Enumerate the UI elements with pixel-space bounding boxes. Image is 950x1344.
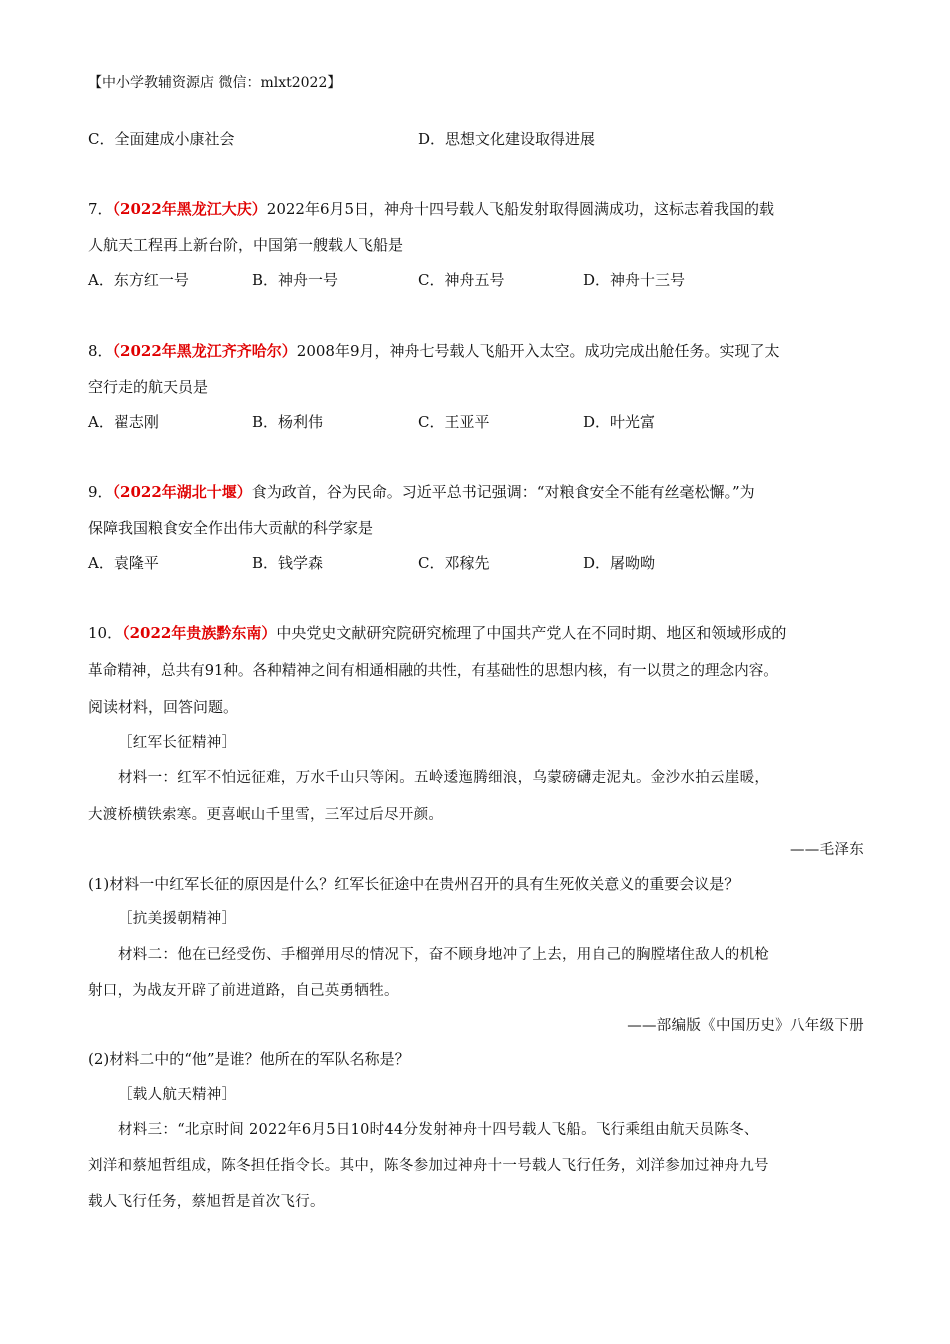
q8-option-a: A．翟志刚 bbox=[88, 413, 159, 431]
q9-stem-line2: 保障我国粮食安全作出伟大贡献的科学家是 bbox=[88, 519, 374, 537]
material2-title: ［抗美援朝精神］ bbox=[118, 911, 237, 927]
q7-text1: 2022年6月5日，神舟十四号载人飞船发射取得圆满成功，这标志着我国的载 bbox=[266, 200, 775, 218]
q7-stem-line2: 人航天工程再上新台阶，中国第一艘载人飞船是 bbox=[88, 236, 404, 254]
q6-option-c: C．全面建成小康社会 bbox=[88, 130, 235, 148]
q8-option-c: C．王亚平 bbox=[418, 413, 490, 431]
material3-line1: 材料三：“北京时间 2022年6月5日10时44分发射神舟十四号载人飞船。飞行乘组由航天员陈冬、 bbox=[118, 1122, 759, 1138]
q7-option-b: B．神舟一号 bbox=[252, 271, 339, 289]
q9-option-c: C．邓稼先 bbox=[418, 554, 490, 572]
q9-stem-line1 bbox=[88, 481, 755, 502]
q10-number: 10． bbox=[88, 624, 123, 642]
q10-stem-line2: 革命精神，总共有91种。各种精神之间有相通相融的共性，有基础性的思想内核，有一以贯之的理念内容。 bbox=[88, 662, 778, 679]
q9-source: （2022年湖北十堰） bbox=[112, 483, 252, 501]
material2-source: ——部编版《中国历史》八年级下册 bbox=[627, 1018, 864, 1034]
q7-number: 7． bbox=[88, 200, 113, 218]
q10-stem-line3: 阅读材料，回答问题。 bbox=[88, 698, 239, 716]
q10-stem-line1 bbox=[88, 622, 786, 643]
q8-option-d: D．叶光富 bbox=[583, 413, 656, 431]
q7-option-d: D．神舟十三号 bbox=[583, 271, 686, 289]
q8-stem-line2: 空行走的航天员是 bbox=[88, 378, 209, 396]
q8-option-b: B．杨利伟 bbox=[252, 413, 324, 431]
q7-stem-line1 bbox=[88, 198, 774, 219]
material3-title: ［载人航天精神］ bbox=[118, 1087, 237, 1103]
q8-number: 8． bbox=[88, 342, 113, 360]
sub-question-2: (2)材料二中的“他”是谁？他所在的军队名称是？ bbox=[88, 1050, 410, 1068]
material3-line2: 刘洋和蔡旭哲组成，陈冬担任指令长。其中，陈冬参加过神舟十一号载人飞行任务，刘洋参加过神舟九号 bbox=[88, 1158, 769, 1174]
material1-line2: 大渡桥横铁索寒。更喜岷山千里雪，三军过后尽开颜。 bbox=[88, 807, 444, 823]
q9-text1: 食为政首，谷为民命。习近平总书记强调：“对粮食安全不能有丝毫松懈。”为 bbox=[251, 483, 755, 501]
q9-option-d: D．屠呦呦 bbox=[583, 554, 656, 572]
q8-source: （2022年黑龙江齐齐哈尔） bbox=[112, 342, 297, 360]
q8-stem-line1 bbox=[88, 340, 780, 361]
q6-option-d: D．思想文化建设取得进展 bbox=[418, 130, 596, 148]
q10-text1: 中央党史文献研究院研究梳理了中国共产党人在不同时期、地区和领域形成的 bbox=[276, 624, 787, 642]
sub-question-1: (1)材料一中红军长征的原因是什么？红军长征途中在贵州召开的具有生死攸关意义的重要会议是？ bbox=[88, 875, 740, 893]
material1-line1: 材料一：红军不怕远征难，万水千山只等闲。五岭逶迤腾细浪，乌蒙磅礴走泥丸。金沙水拍云崖暖， bbox=[118, 770, 770, 786]
material1-source: ——毛泽东 bbox=[790, 842, 864, 858]
q9-number: 9． bbox=[88, 483, 113, 501]
material1-title: ［红军长征精神］ bbox=[118, 735, 237, 751]
material3-line3: 载人飞行任务，蔡旭哲是首次飞行。 bbox=[88, 1194, 325, 1210]
header-watermark: 【中小学教辅资源店 微信：mlxt2022】 bbox=[88, 75, 342, 91]
q9-option-b: B．钱学森 bbox=[252, 554, 324, 572]
material2-line1: 材料二：他在已经受伤、手榴弹用尽的情况下，奋不顾身地冲了上去，用自己的胸膛堵住敌人的机枪 bbox=[118, 947, 770, 963]
q7-option-a: A．东方红一号 bbox=[88, 271, 189, 289]
q10-source: （2022年贵族黔东南） bbox=[122, 624, 277, 642]
q7-option-c: C．神舟五号 bbox=[418, 271, 505, 289]
material2-line2: 射口，为战友开辟了前进道路，自己英勇牺牲。 bbox=[88, 983, 399, 999]
q8-text1: 2008年9月，神舟七号载人飞船开入太空。成功完成出舱任务。实现了太 bbox=[296, 342, 780, 360]
q7-source: （2022年黑龙江大庆） bbox=[112, 200, 267, 218]
q9-option-a: A．袁隆平 bbox=[88, 554, 159, 572]
